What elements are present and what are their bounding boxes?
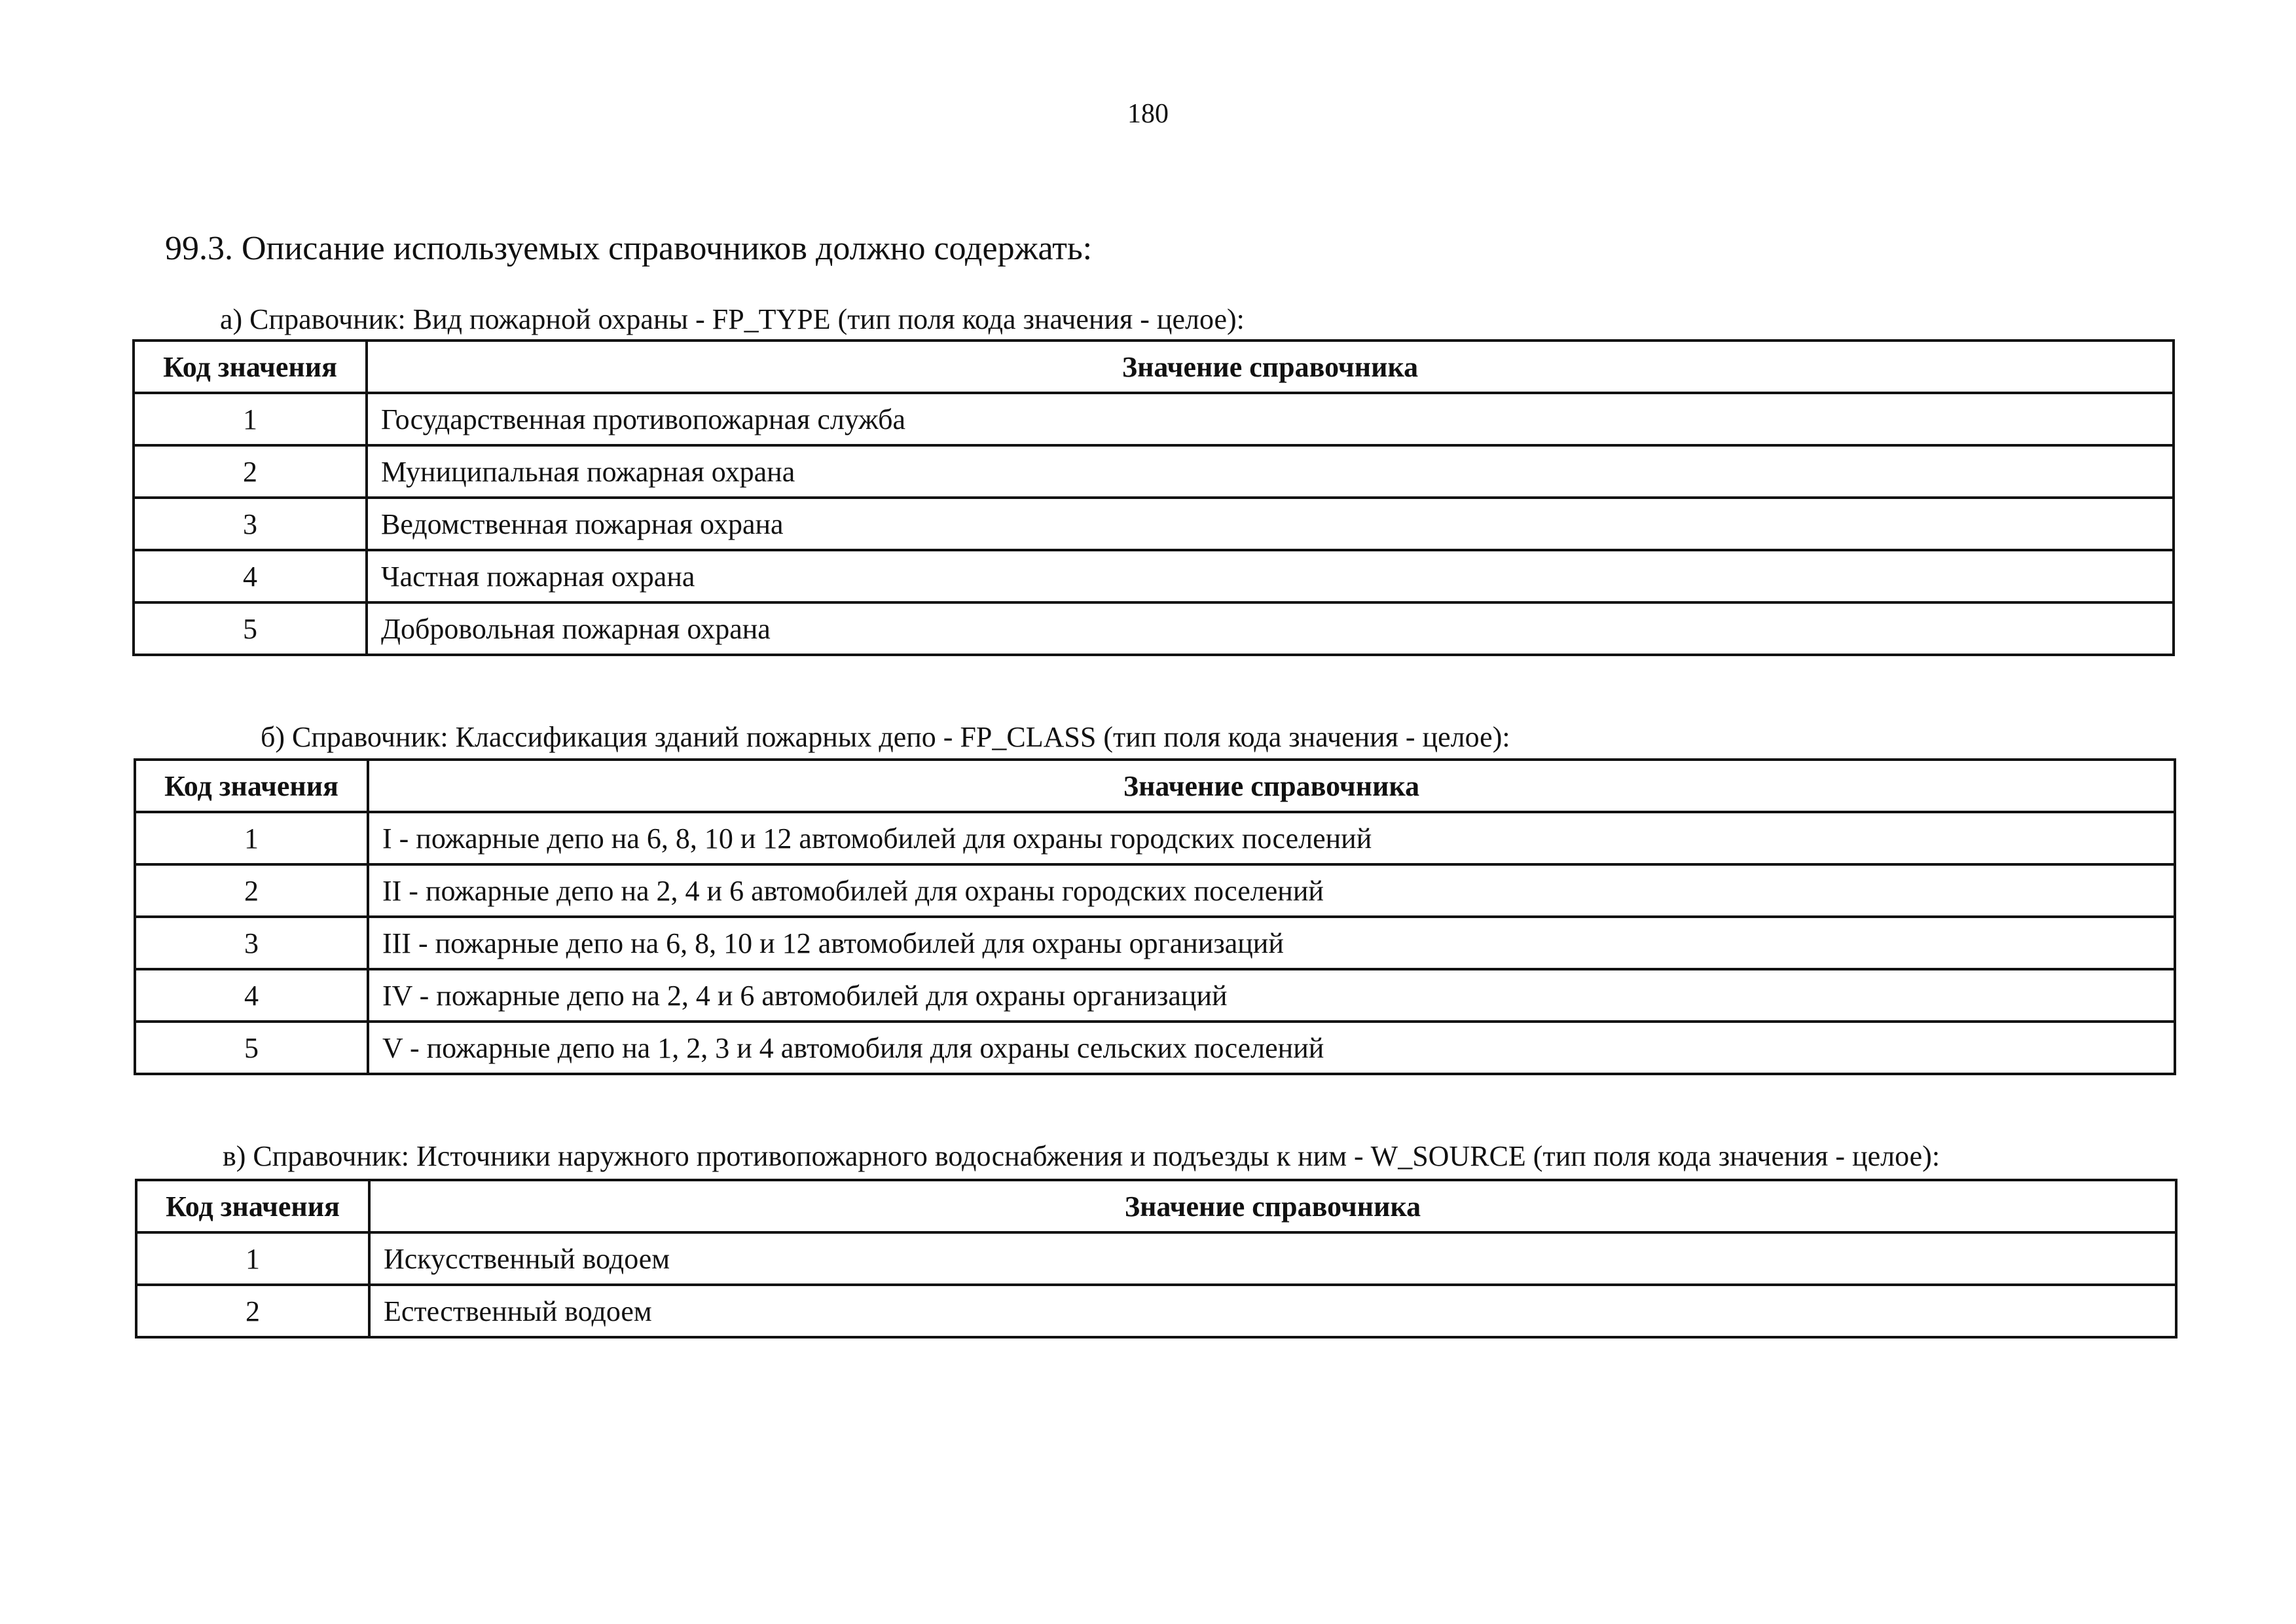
page-number: 180 [1127,99,1169,129]
table-header-row [136,1180,2176,1232]
row-value: II - пожарные депо на 2, 4 и 6 автомобилей для охраны городских поселений [368,864,2175,917]
column-header-value: Значение справочника [368,760,2175,812]
row-code: 1 [135,812,368,864]
row-code: 1 [134,393,367,445]
row-code: 5 [134,602,367,655]
row-code: 3 [134,498,367,550]
column-header-value: Значение справочника [369,1180,2176,1232]
reference-table-fp-type [132,339,2175,656]
table-row [135,864,2175,917]
row-value: Ведомственная пожарная охрана [367,498,2174,550]
table-caption-w-source: в) Справочник: Источники наружного противопожарного водоснабжения и подъезды к ним - W_SOURCE (тип поля кода значения - целое): [223,1140,1941,1172]
table-row [134,445,2174,498]
row-code: 5 [135,1022,368,1074]
section-heading: 99.3. Описание используемых справочников должно содержать: [165,230,1093,267]
column-header-code: Код значения [135,760,368,812]
table-row [135,812,2175,864]
row-value: V - пожарные депо на 1, 2, 3 и 4 автомобиля для охраны сельских поселений [368,1022,2175,1074]
table-row [135,1022,2175,1074]
row-value: IV - пожарные депо на 2, 4 и 6 автомобилей для охраны организаций [368,969,2175,1022]
table-row [134,602,2174,655]
row-value: Частная пожарная охрана [367,550,2174,602]
table-caption-fp-type: а) Справочник: Вид пожарной охраны - FP_TYPE (тип поля кода значения - целое): [220,303,1245,335]
row-code: 4 [134,550,367,602]
table-row [136,1285,2176,1337]
row-code: 2 [134,445,367,498]
row-value: III - пожарные депо на 6, 8, 10 и 12 автомобилей для охраны организаций [368,917,2175,969]
row-value: I - пожарные депо на 6, 8, 10 и 12 автомобилей для охраны городских поселений [368,812,2175,864]
row-value: Естественный водоем [369,1285,2176,1337]
table-caption-fp-class: б) Справочник: Классификация зданий пожарных депо - FP_CLASS (тип поля кода значения - целое): [261,721,1510,753]
row-code: 3 [135,917,368,969]
table-row [134,550,2174,602]
table-row [135,917,2175,969]
table-row [134,393,2174,445]
row-code: 2 [135,864,368,917]
table-row [134,498,2174,550]
row-value: Добровольная пожарная охрана [367,602,2174,655]
reference-table-fp-class [134,758,2176,1075]
column-header-code: Код значения [134,341,367,393]
table-row [135,969,2175,1022]
row-value: Муниципальная пожарная охрана [367,445,2174,498]
table-header-row [134,341,2174,393]
table-header-row [135,760,2175,812]
table-row [136,1232,2176,1285]
row-value: Государственная противопожарная служба [367,393,2174,445]
reference-table-w-source [135,1179,2178,1338]
row-code: 2 [136,1285,369,1337]
column-header-code: Код значения [136,1180,369,1232]
row-value: Искусственный водоем [369,1232,2176,1285]
row-code: 4 [135,969,368,1022]
column-header-value: Значение справочника [367,341,2174,393]
row-code: 1 [136,1232,369,1285]
